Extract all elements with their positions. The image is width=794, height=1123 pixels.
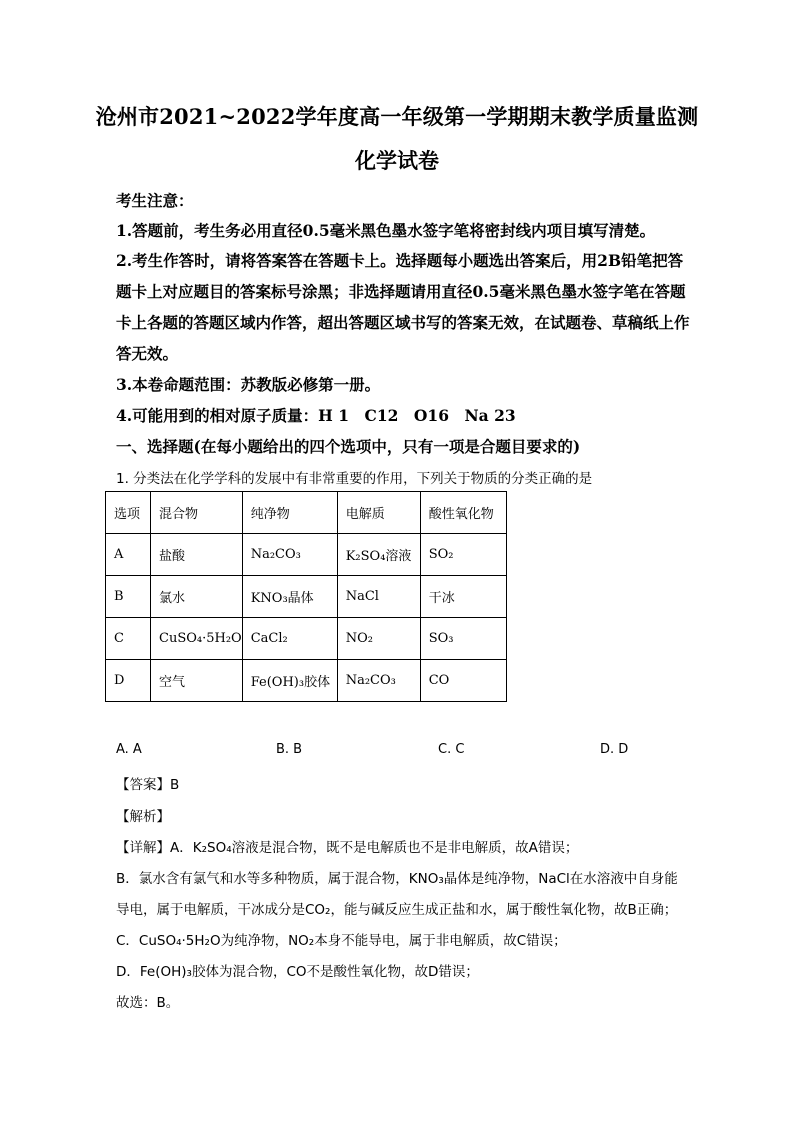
option-c: C. C xyxy=(438,742,465,757)
notes-heading: 考生注意： xyxy=(116,191,194,210)
detail-line-2: B．氯水含有氯气和水等多种物质，属于混合物，KNO₃晶体是纯净物，NaCl在水溶液中自身能 xyxy=(116,871,678,887)
table-cell: A xyxy=(106,534,151,576)
table-header-cell: 电解质 xyxy=(337,492,420,534)
table-cell: 干冰 xyxy=(420,576,506,618)
table-cell: 空气 xyxy=(151,660,243,702)
table-header-cell: 混合物 xyxy=(151,492,243,534)
detail-line-3: 导电，属于电解质，干冰成分是CO₂，能与碱反应生成正盐和水，属于酸性氧化物，故B正确； xyxy=(116,902,678,918)
table-header-cell: 选项 xyxy=(106,492,151,534)
section-heading: 一、选择题(在每小题给出的四个选项中，只有一项是合题目要求的) xyxy=(116,437,581,456)
table-cell: Na₂CO₃ xyxy=(242,534,337,576)
table-cell: CaCl₂ xyxy=(242,618,337,660)
table-header-cell: 纯净物 xyxy=(242,492,337,534)
conclusion: 故选：B。 xyxy=(116,995,180,1011)
table-row xyxy=(106,660,507,702)
note-item-2-line-4: 答无效。 xyxy=(116,344,179,363)
exam-title: 沧州市2021~2022学年度高一年级第一学期期末教学质量监测 xyxy=(95,104,699,129)
table-row xyxy=(106,534,507,576)
detail-line-1: 【详解】A．K₂SO₄溶液是混合物，既不是电解质也不是非电解质，故A错误； xyxy=(116,840,579,856)
table-cell: KNO₃晶体 xyxy=(242,576,337,618)
answer-label: 【答案】B xyxy=(116,777,180,793)
table-cell: B xyxy=(106,576,151,618)
option-a: A. A xyxy=(116,742,142,757)
detail-line-4: C．CuSO₄·5H₂O为纯净物，NO₂本身不能导电，属于非电解质，故C错误； xyxy=(116,933,567,949)
detail-line-5: D．Fe(OH)₃胶体为混合物，CO不是酸性氧化物，故D错误； xyxy=(116,964,479,980)
table-header-row xyxy=(106,492,507,534)
note-item-2-line-3: 卡上各题的答题区域内作答，超出答题区域书写的答案无效，在试题卷、草稿纸上作 xyxy=(116,313,690,332)
note-item-4: 4.可能用到的相对原子质量：H 1 C12 O16 Na 23 xyxy=(116,406,516,425)
table-cell: C xyxy=(106,618,151,660)
table-cell: SO₂ xyxy=(420,534,506,576)
table-cell: NaCl xyxy=(337,576,420,618)
table-header-cell: 酸性氧化物 xyxy=(420,492,506,534)
table-cell: D xyxy=(106,660,151,702)
table-cell: Na₂CO₃ xyxy=(337,660,420,702)
table-cell: 盐酸 xyxy=(151,534,243,576)
table-row xyxy=(106,576,507,618)
table-cell: CO xyxy=(420,660,506,702)
option-d: D. D xyxy=(600,742,629,757)
table-cell: SO₃ xyxy=(420,618,506,660)
table-cell: CuSO₄·5H₂O xyxy=(151,618,243,660)
table-cell: NO₂ xyxy=(337,618,420,660)
option-b: B. B xyxy=(276,742,303,757)
exam-subject-title: 化学试卷 xyxy=(355,148,439,173)
note-item-2-line-2: 题卡上对应题目的答案标号涂黑；非选择题请用直径0.5毫米黑色墨水签字笔在答题 xyxy=(116,282,686,301)
question-stem: 1. 分类法在化学学科的发展中有非常重要的作用，下列关于物质的分类正确的是 xyxy=(116,471,593,487)
table-cell: 氯水 xyxy=(151,576,243,618)
note-item-1: 1.答题前，考生务必用直径0.5毫米黑色墨水签字笔将密封线内项目填写清楚。 xyxy=(116,221,656,240)
note-item-3: 3.本卷命题范围：苏教版必修第一册。 xyxy=(116,375,381,394)
table-row xyxy=(106,618,507,660)
table-cell: Fe(OH)₃胶体 xyxy=(242,660,337,702)
table-cell: K₂SO₄溶液 xyxy=(337,534,420,576)
classification-table xyxy=(105,491,507,702)
analysis-label: 【解析】 xyxy=(116,809,170,825)
note-item-2-line-1: 2.考生作答时，请将答案答在答题卡上。选择题每小题选出答案后，用2B铅笔把答 xyxy=(116,251,684,270)
